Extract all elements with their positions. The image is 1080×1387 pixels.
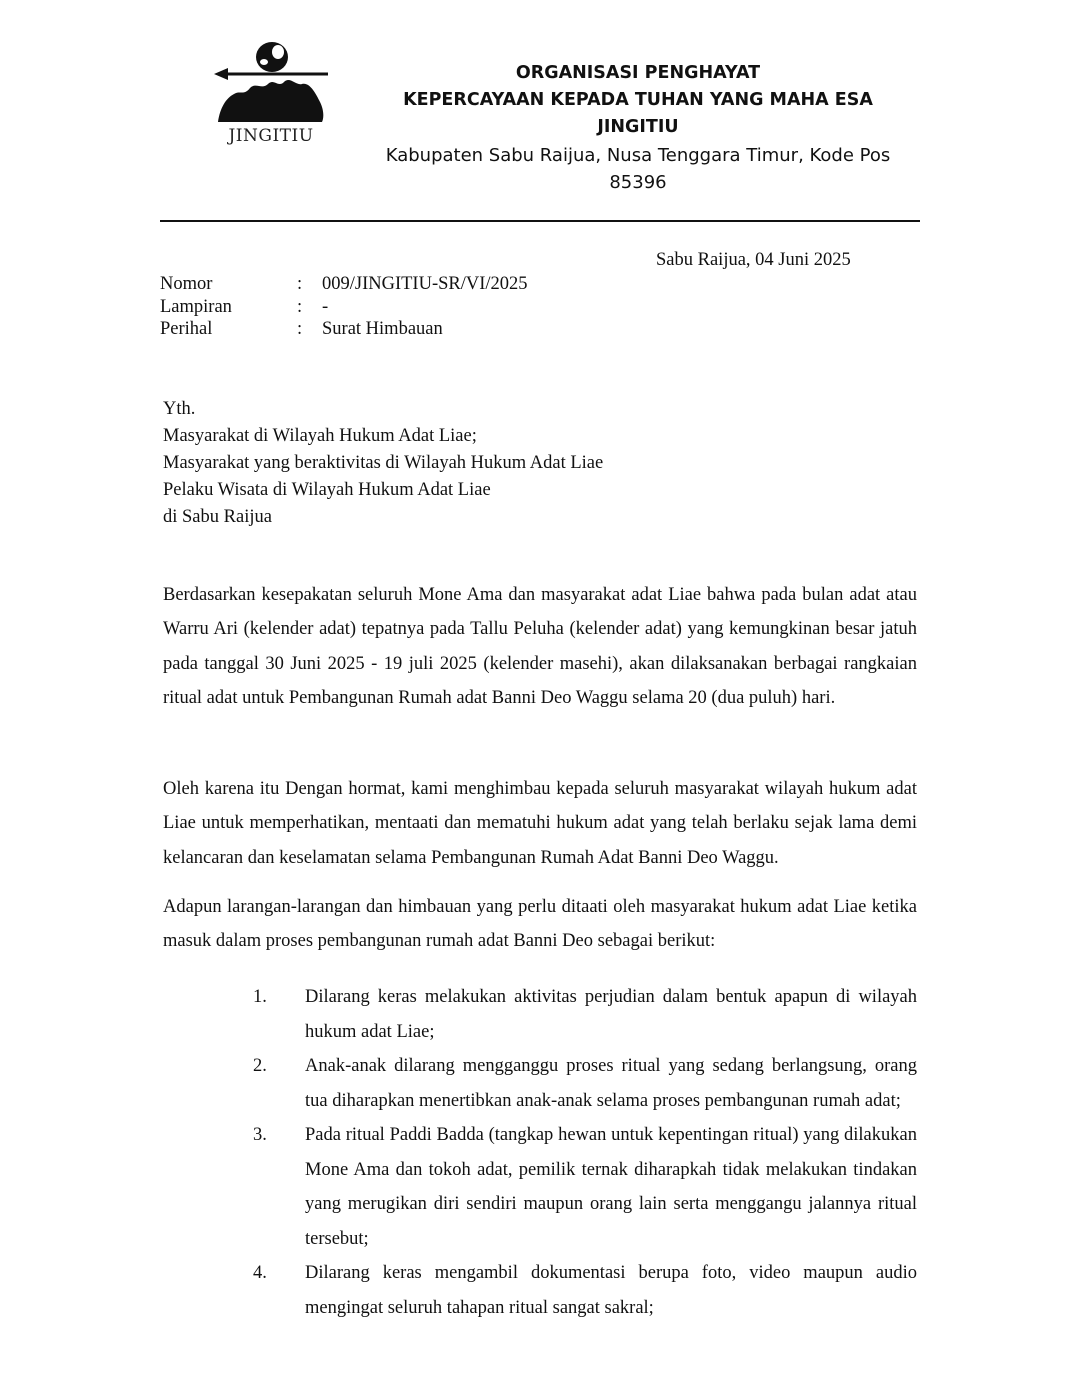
meta-key: Nomor [160,274,213,294]
org-name-line3: JINGITIU [597,117,679,137]
logo-text: JINGITIU [228,126,314,146]
jingitiu-emblem-icon [212,38,332,128]
addressee-line: di Sabu Raijua [163,507,272,527]
letter-meta [160,273,528,341]
body-paragraph: Oleh karena itu Dengan hormat, kami menghimbau kepada seluruh masyarakat wilayah hukum adat Liae untuk memperhatikan, mentaati dan mematuhi hukum adat yang telah berlaku sejak lama demi kelancaran dan keselamatan selama Pembangunan Rumah Adat Banni Deo Waggu. [163,779,917,868]
meta-key: Lampiran [160,296,232,317]
meta-row-perihal [160,318,528,341]
meta-row-nomor [160,273,528,296]
org-name-line2: KEPERCAYAAN KEPADA TUHAN YANG MAHA ESA [403,90,873,110]
org-address-line1: Kabupaten Sabu Raijua, Nusa Tenggara Timur, Kode Pos [385,145,891,166]
list-item [163,1256,917,1325]
meta-key: Perihal [160,319,213,339]
meta-separator: : [297,274,303,294]
meta-row-lampiran [160,296,528,319]
list-item-number: 4. [253,1263,267,1283]
list-item-text: Anak-anak dilarang mengganggu proses ritual yang sedang berlangsung, orang tua diharapkan menertibkan anak-anak selama proses pembangunan rumah adat; [305,1056,917,1111]
letter-date: Sabu Raijua, 04 Juni 2025 [656,250,851,270]
list-item [163,980,917,1049]
addressee-line: Pelaku Wisata di Wilayah Hukum Adat Liae [163,480,491,500]
body-paragraph: Berdasarkan kesepakatan seluruh Mone Ama dan masyarakat adat Liae bahwa pada bulan adat atau Warru Ari (kelender adat) tepatnya pada Tallu Peluha (kelender adat) yang kemungkinan besar jatuh pada tanggal 30 Juni 2025 - 19 juli 2025 (kelender masehi), akan dilaksanakan berbagai rangkaian ritual adat untuk Pembangunan Rumah adat Banni Deo Waggu selama 20 (dua puluh) hari. [163,585,917,709]
body-paragraph: Adapun larangan-larangan dan himbauan yang perlu ditaati oleh masyarakat hukum adat Liae ketika masuk dalam proses pembangunan rumah adat Banni Deo sebagai berikut: [163,897,917,952]
rules-list [163,980,917,1325]
list-item [163,1049,917,1118]
meta-separator: : [297,319,303,339]
meta-value: Surat Himbauan [322,319,443,339]
addressee-line: Yth. [163,399,196,419]
addressee-line: Masyarakat yang beraktivitas di Wilayah Hukum Adat Liae [163,453,604,473]
list-item [163,1118,917,1256]
org-address-line2: 85396 [609,172,667,193]
list-item-number: 2. [253,1056,267,1076]
meta-value: 009/JINGITIU-SR/VI/2025 [322,274,528,294]
meta-value: - [322,296,329,317]
list-item-number: 1. [253,987,267,1007]
list-item-text: Pada ritual Paddi Badda (tangkap hewan untuk kepentingan ritual) yang dilakukan Mone Ama dan tokoh adat, pemilik ternak diharapkah tidak melakukan tindakan yang merugikan diri sendiri maupun orang lain serta menggangu jalannya ritual tersebut; [305,1125,917,1249]
list-item-text: Dilarang keras melakukan aktivitas perjudian dalam bentuk apapun di wilayah hukum adat Liae; [305,987,917,1042]
header-divider [160,220,920,222]
list-item-text: Dilarang keras mengambil dokumentasi berupa foto, video maupun audio mengingat seluruh tahapan ritual sangat sakral; [305,1263,917,1318]
meta-separator: : [297,296,303,317]
org-name-line1: ORGANISASI PENGHAYAT [515,63,761,83]
addressee-block [163,396,603,531]
list-item-number: 3. [253,1125,267,1145]
organization-header [358,60,918,196]
addressee-line: Masyarakat di Wilayah Hukum Adat Liae; [163,426,477,446]
organization-logo [212,38,332,150]
